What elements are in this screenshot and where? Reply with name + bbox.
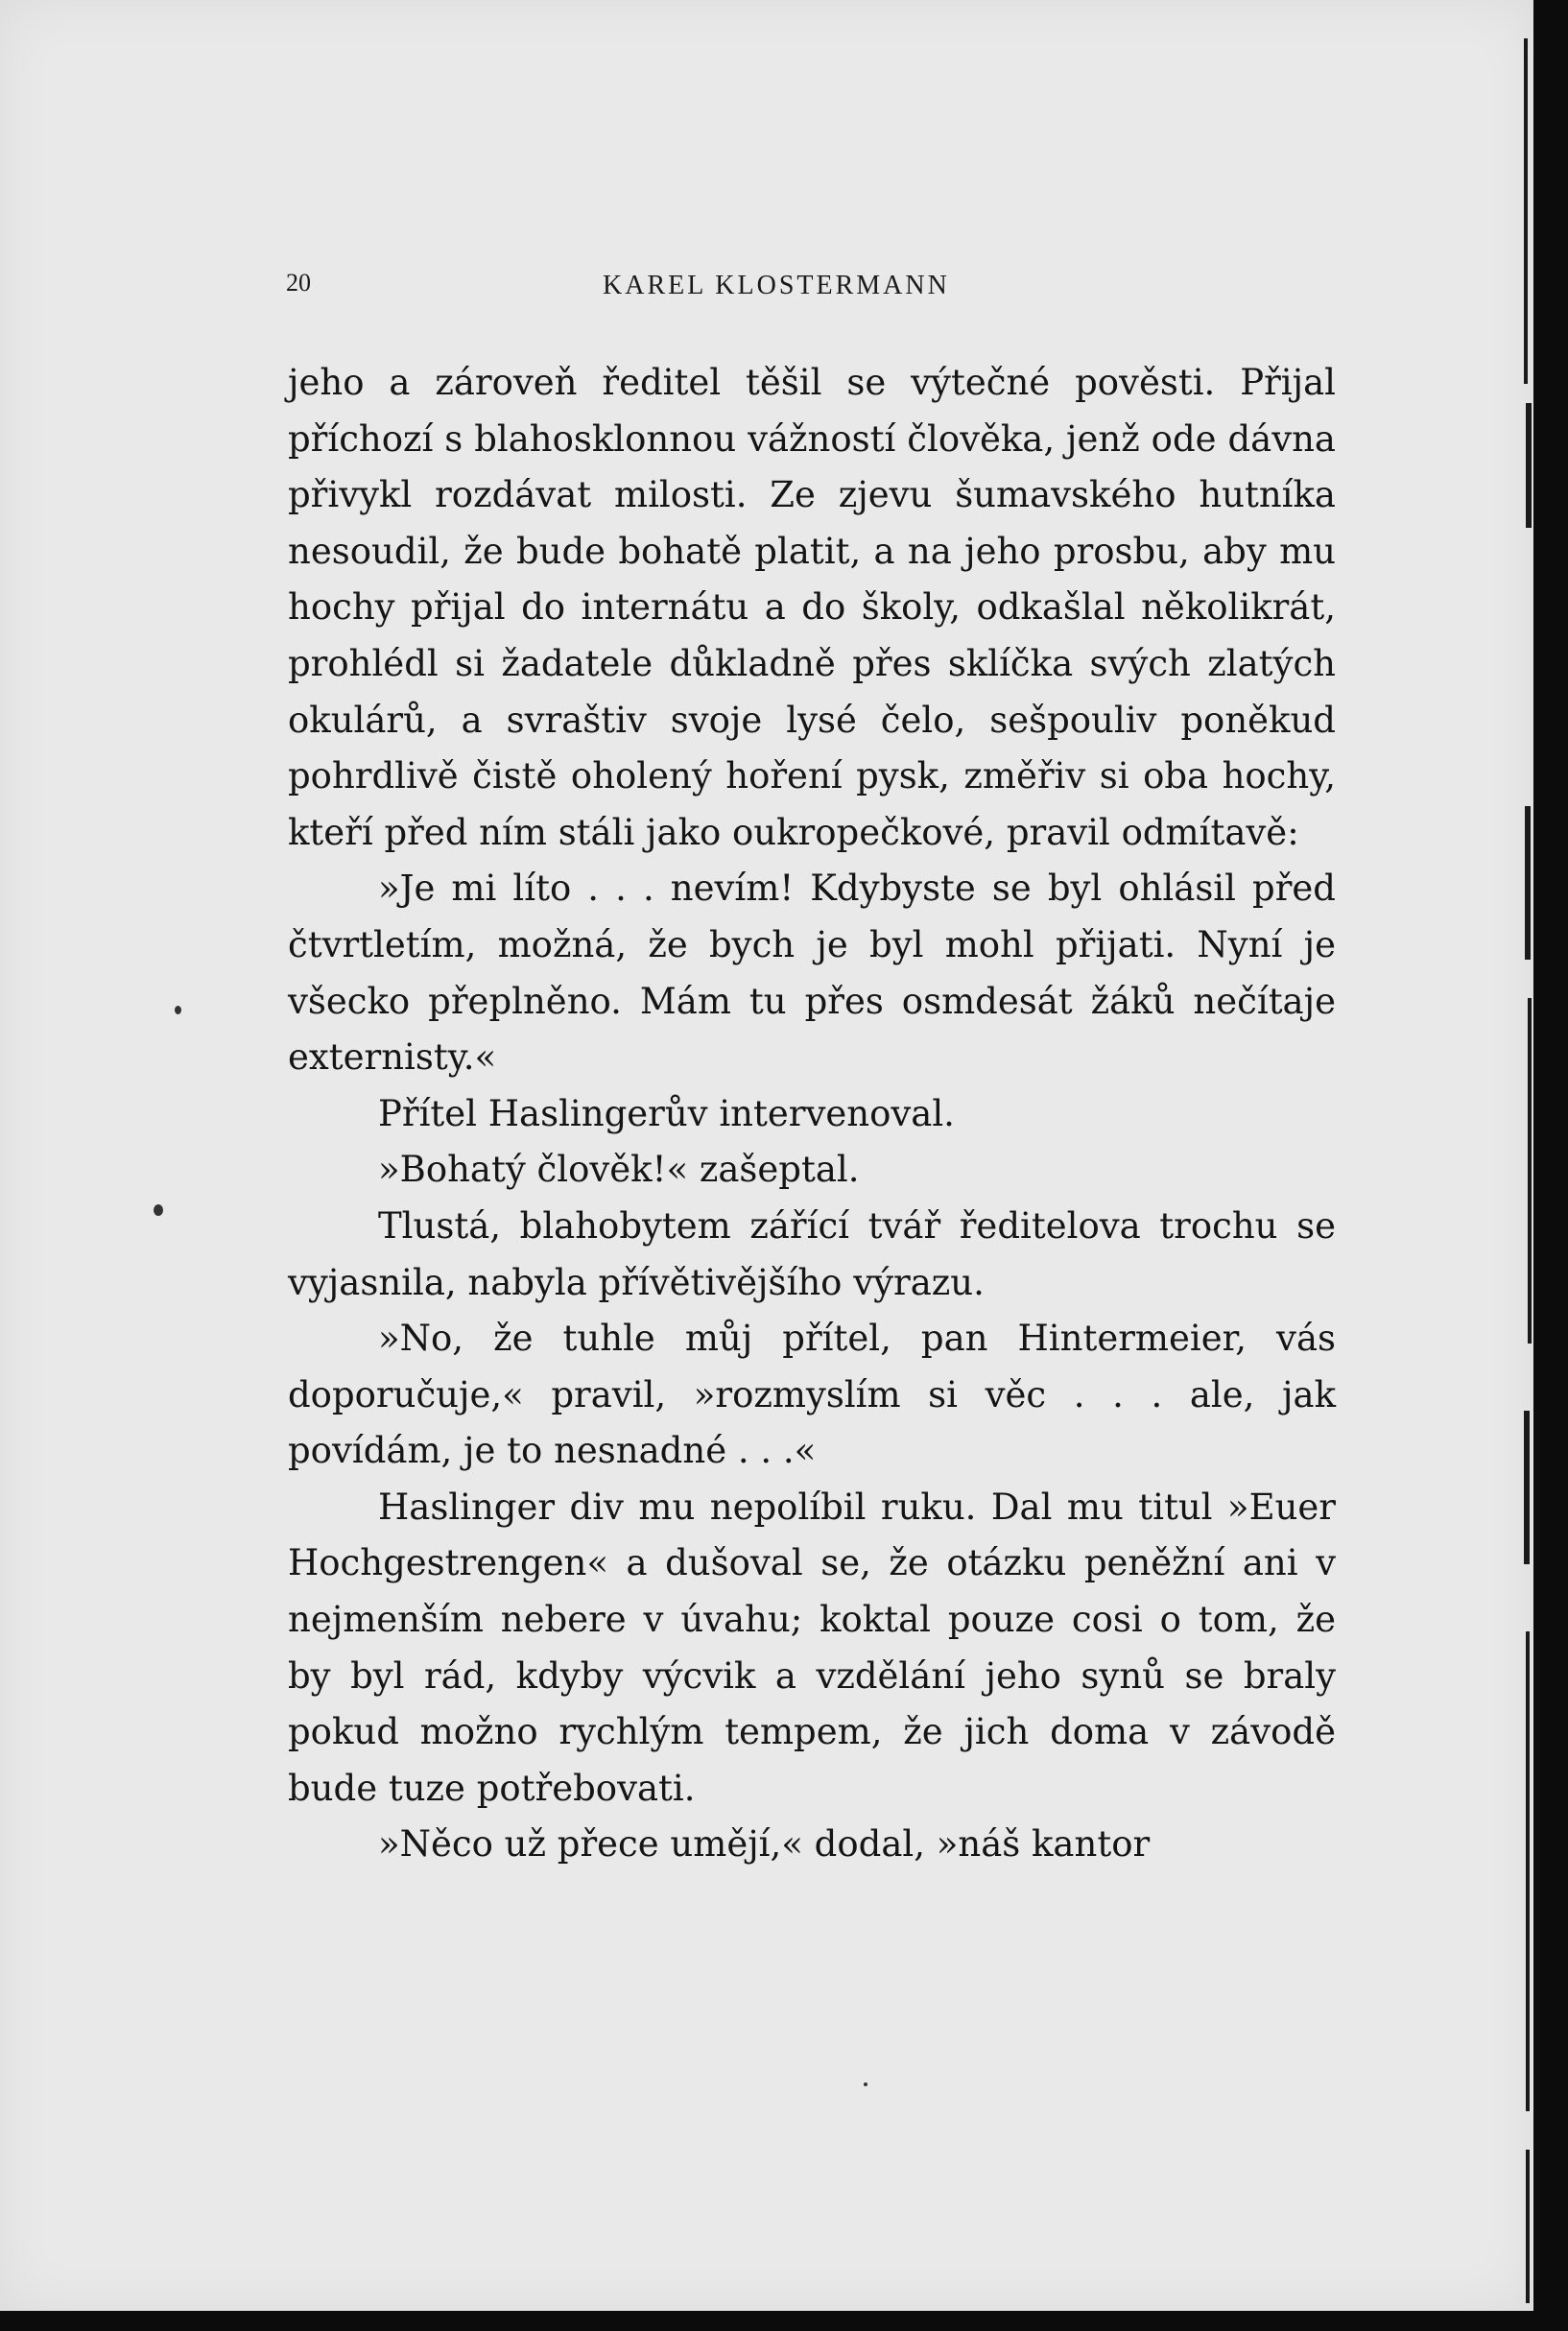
paragraph: jeho a zároveň ředitel těšil se výtečné pověsti. Přijal příchozí s blahosklonnou vážností člověka, jenž ode dávna přivykl rozdávat milosti. Ze zjevu šumavského hutníka nesoudil, že bude bohatě platit, a na jeho prosbu, aby mu hochy přijal do internátu a do školy, odkašlal několikrát, prohlédl si žadatele důkladně přes sklíčka svých zlatých okulárů, a svraštiv svoje lysé čelo, sešpouliv poněkud pohrdlivě čistě oholený hoření pysk, změřiv si oba hochy, kteří před ním stáli jako oukropečkové, pravil odmítavě: [288, 362, 1336, 853]
body-text [288, 355, 1336, 1873]
paragraph: »Bohatý člověk!« zašeptal. [378, 1149, 860, 1191]
page-edge-shadow [1524, 1411, 1530, 1564]
paragraph: Tlustá, blahobytem zářící tvář ředitelova trochu se vyjasnila, nabyla přívětivějšího výrazu. [288, 1204, 1336, 1303]
page-edge-shadow [1524, 38, 1528, 384]
scan-speck [864, 2082, 867, 2086]
page-edge-shadow [1526, 2150, 1530, 2303]
paragraph: »No, že tuhle můj přítel, pan Hintermeier, vás doporučuje,« pravil, »rozmyslím si věc . . . ale, jak povídám, je to nesnadné . . .« [288, 1318, 1336, 1472]
scan-edge-right [1533, 0, 1568, 2331]
page-edge-shadow [1526, 1631, 1530, 2111]
paragraph: »Něco už přece umějí,« dodal, »náš kantor [378, 1823, 1151, 1866]
paragraph: Haslinger div mu nepolíbil ruku. Dal mu titul »Euer Hochgestrengen« a dušoval se, že otázku peněžní ani v nejmenším nebere v úvahu; koktal pouze cosi o tom, že by byl rád, kdyby výcvik a vzdělání jeho synů se braly pokud možno rychlým tempem, že jich doma v závodě bude tuze potřebovati. [288, 1486, 1336, 1809]
paragraph: »Je mi líto . . . nevím! Kdybyste se byl ohlásil před čtvrtletím, možná, že bych je byl mohl přijati. Nyní je všecko přeplněno. Mám tu přes osmdesát žáků nečítaje externisty.« [288, 868, 1336, 1079]
page-edge-shadow [1525, 806, 1531, 960]
scan-speck [154, 1204, 163, 1216]
page-number: 20 [286, 269, 311, 297]
scan-edge-bottom [0, 2311, 1568, 2331]
running-head [286, 265, 1334, 303]
page-edge-shadow [1526, 403, 1532, 528]
paragraph: Přítel Haslingerův intervenoval. [378, 1092, 955, 1134]
scan-speck [175, 1006, 181, 1014]
running-title: KAREL KLOSTERMANN [603, 271, 950, 300]
page-edge-shadow [1528, 998, 1532, 1344]
